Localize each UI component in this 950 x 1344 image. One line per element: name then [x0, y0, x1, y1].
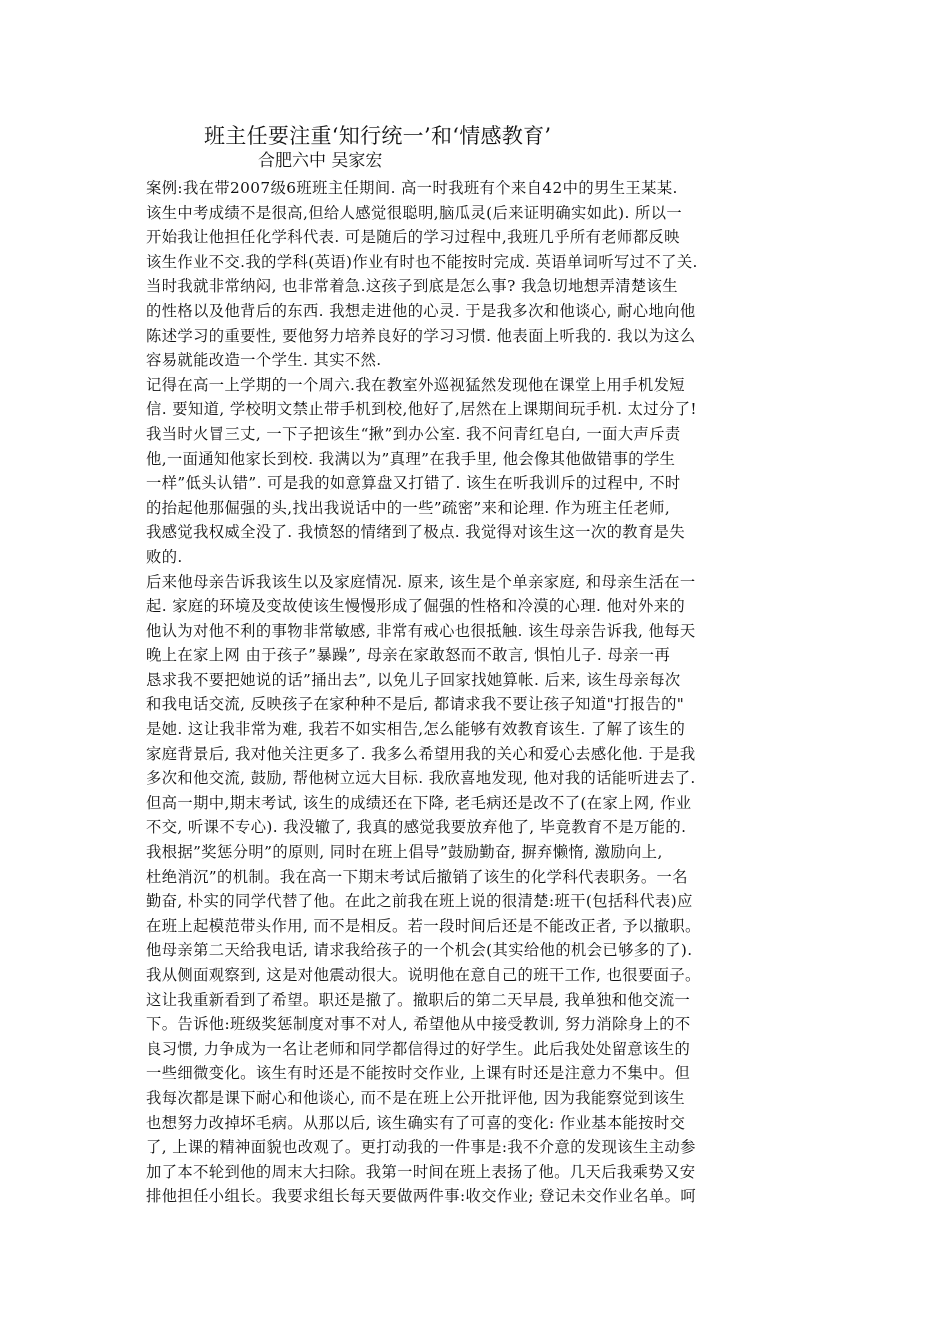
body-line: 该生中考成绩不是很高,但给人感觉很聪明,脑瓜灵(后来证明确实如此). 所以一 [146, 203, 683, 222]
body-line: 该生作业不交.我的学科(英语)作业有时也不能按时完成. 英语单词听写过不了关. [146, 252, 698, 271]
body-line: 陈述学习的重要性, 要他努力培养良好的学习习惯. 他表面上听我的. 我以为这么 [146, 326, 696, 345]
body-line: 排他担任小组长。我要求组长每天要做两件事:收交作业; 登记未交作业名单。呵 [146, 1187, 697, 1206]
body-line: 我当时火冒三丈, 一下子把该生“揪”到办公室. 我不问青红皂白, 一面大声斥责 [146, 424, 681, 443]
body-line: 在班上起模范带头作用, 而不是相反。若一段时间后还是不能改正者, 予以撤职。 [146, 916, 701, 935]
body-line: 起. 家庭的环境及变故使该生慢慢形成了倔强的性格和冷漠的心理. 他对外来的 [146, 597, 686, 616]
body-line: 这让我重新看到了希望。职还是撤了。撤职后的第二天早晨, 我单独和他交流一 [146, 990, 691, 1009]
body-line: 了, 上课的精神面貌也改观了。更打动我的一件事是:我不介意的发现该生主动参 [146, 1138, 696, 1157]
body-line: 一样”低头认错”. 可是我的如意算盘又打错了. 该生在听我训斥的过程中, 不时 [146, 474, 681, 493]
body-line: 加了本不轮到他的周末大扫除。我第一时间在班上表扬了他。几天后我乘势又安 [146, 1162, 696, 1181]
document-author: 合肥六中 吴家宏 [258, 151, 383, 171]
body-line: 是她. 这让我非常为难, 我若不如实相告,怎么能够有效教育该生. 了解了该生的 [146, 720, 686, 739]
body-line: 杜绝消沉”的机制。我在高一下期末考试后撤销了该生的化学科代表职务。一名 [146, 867, 688, 886]
body-line: 他,一面通知他家长到校. 我满以为”真理”在我手里, 他会像其他做错事的学生 [146, 449, 676, 468]
body-line: 记得在高一上学期的一个周六.我在教室外巡视猛然发现他在课堂上用手机发短 [146, 375, 685, 394]
body-line: 容易就能改造一个学生. 其实不然. [146, 351, 382, 370]
body-line: 恳求我不要把她说的话”捅出去”, 以免儿子回家找她算帐. 后来, 该生母亲每次 [146, 670, 681, 689]
body-line: 案例:我在带2007级6班班主任期间. 高一时我班有个来自42中的男生王某某. [146, 179, 678, 197]
body-line: 勤奋, 朴实的同学代替了他。在此之前我在班上说的很清楚:班干(包括科代表)应 [146, 892, 693, 911]
body-line: 家庭背景后, 我对他关注更多了. 我多么希望用我的关心和爱心去感化他. 于是我 [146, 744, 696, 763]
body-line: 一些细微变化。该生有时还是不能按时交作业, 上课有时还是注意力不集中。但 [146, 1064, 691, 1083]
body-line: 我每次都是课下耐心和他谈心, 而不是在班上公开批评他, 因为我能察觉到该生 [146, 1088, 686, 1107]
body-line: 也想努力改掉坏毛病。从那以后, 该生确实有了可喜的变化: 作业基本能按时交 [146, 1113, 686, 1132]
body-line: 我从侧面观察到, 这是对他震动很大。说明他在意自己的班干工作, 也很要面子。 [146, 966, 701, 984]
body-line: 败的. [146, 547, 183, 566]
body-line: 我感觉我权威全没了. 我愤怒的情绪到了极点. 我觉得对该生这一次的教育是失 [146, 523, 686, 542]
body-line: 他母亲第二天给我电话, 请求我给孩子的一个机会(其实给他的机会已够多的了). [146, 941, 693, 960]
body-line: 后来他母亲告诉我该生以及家庭情况. 原来, 该生是个单亲家庭, 和母亲生活在一 [146, 572, 696, 591]
body-line: 和我电话交流, 反映孩子在家种种不是后, 都请求我不要让孩子知道"打报告的" [146, 695, 685, 714]
body-line: 开始我让他担任化学科代表. 可是随后的学习过程中,我班几乎所有老师都反映 [146, 228, 680, 247]
body-line: 下。告诉他:班级奖惩制度对事不对人, 希望他从中接受教训, 努力消除身上的不 [146, 1015, 691, 1034]
body-line: 信. 要知道, 学校明文禁止带手机到校,他好了,居然在上课期间玩手机. 太过分了! [146, 400, 697, 419]
document-body [146, 176, 816, 1209]
body-line: 的抬起他那倔强的头,找出我说话中的一些”疏密”来和论理. 作为班主任老师, [146, 498, 671, 517]
body-line: 他认为对他不利的事物非常敏感, 非常有戒心也很抵触. 该生母亲告诉我, 他每天 [146, 621, 696, 640]
body-line: 多次和他交流, 鼓励, 帮他树立远大目标. 我欣喜地发现, 他对我的话能听进去了. [146, 769, 696, 788]
body-line: 良习惯, 力争成为一名让老师和同学都信得过的好学生。此后我处处留意该生的 [146, 1039, 691, 1058]
body-line: 但高一期中,期末考试, 该生的成绩还在下降, 老毛病还是改不了(在家上网, 作业 [146, 793, 692, 812]
body-line: 我根据”奖惩分明”的原则, 同时在班上倡导”鼓励勤奋, 摒弃懒惰, 激励向上, [146, 843, 663, 862]
body-line: 晚上在家上网 由于孩子”暴躁”, 母亲在家敢怒而不敢言, 惧怕儿子. 母亲一再 [146, 646, 671, 665]
body-line: 当时我就非常纳闷, 也非常着急.这孩子到底是怎么事? 我急切地想弄清楚该生 [146, 277, 678, 296]
document-title: 班主任要注重‘知行统一’和‘情感教育’ [204, 124, 552, 148]
body-line: 不交, 听课不专心). 我没辙了, 我真的感觉我要放弃他了, 毕竟教育不是万能的. [146, 818, 687, 837]
body-line: 的性格以及他背后的东西. 我想走进他的心灵. 于是我多次和他谈心, 耐心地向他 [146, 301, 696, 320]
